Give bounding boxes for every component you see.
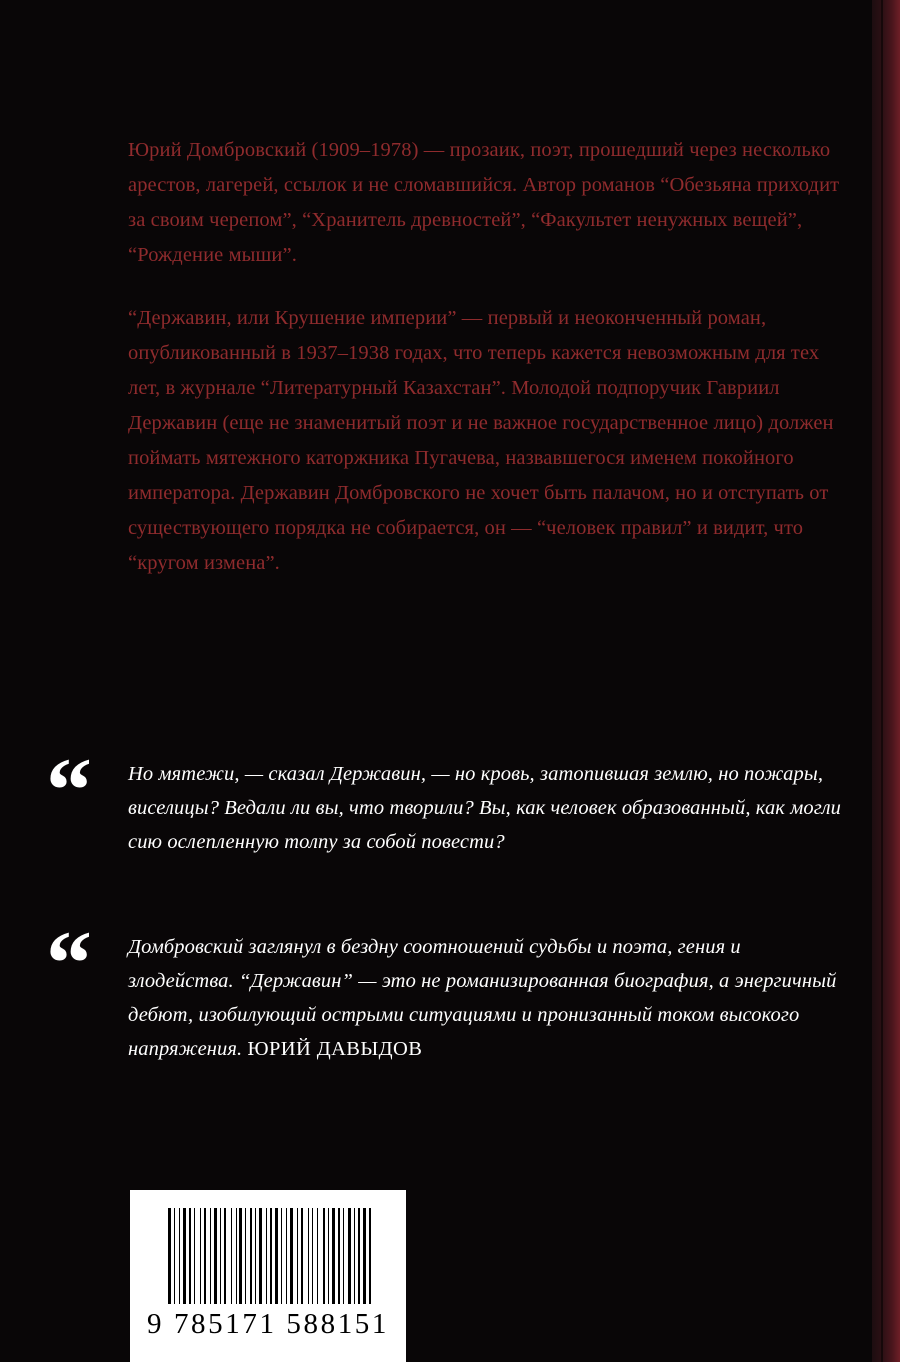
spine-fold-line [881,0,883,1362]
barcode-bar [354,1208,355,1304]
barcode-digits: 9 785171 588151 [147,1308,389,1340]
barcode-bar [212,1208,213,1304]
blurb-text [128,133,846,581]
barcode-bar [297,1208,298,1304]
barcode-bar [328,1208,329,1304]
barcode-bar [210,1208,211,1304]
barcode-bar [245,1208,246,1304]
barcode-bar [259,1208,262,1304]
barcode-bar [273,1208,274,1304]
barcode-bar [218,1208,219,1304]
barcode-bar [255,1208,256,1304]
pull-quote-1-body: Но мятежи, — сказал Державин, — но кровь, затопившая землю, но пожары, виселицы? Ведали ли вы, что творили? Вы, как человек образованный, как могли сию ослепленную толпу за собой повести? [128,763,841,853]
barcode-bar [363,1208,366,1304]
barcode-bar [270,1208,272,1304]
quote-mark-icon: “ [46,739,89,841]
barcode-bar [253,1208,254,1304]
barcode-bar [330,1208,331,1304]
barcode-bar [172,1208,173,1304]
barcode-bar [294,1208,296,1304]
barcode-bar [174,1208,175,1304]
barcode-bar [231,1208,232,1304]
pull-quote-2 [44,912,844,1066]
quote-mark-icon: “ [46,912,89,1014]
pull-quote-2-text [128,930,844,1066]
pull-quote-2-attribution: ЮРИЙ ДАВЫДОВ [247,1038,423,1060]
barcode-bar [343,1208,344,1304]
barcode-bar [189,1208,191,1304]
barcode-bar [341,1208,342,1304]
pull-quote-2-body: Домбровский заглянул в бездну соотношений судьбы и поэта, гения и злодейства. “Державин” — это не романизированная биография, а энергичный дебют, изобилующий острыми ситуациями и пронизанный током высокого напряжения. [128,936,837,1060]
barcode-bar [367,1208,368,1304]
barcode-bar [372,1208,373,1304]
barcode-bar [192,1208,193,1304]
barcode-bar [250,1208,252,1304]
barcode-bar [281,1208,282,1304]
barcode-bar [266,1208,267,1304]
barcode-bar [179,1208,180,1304]
barcode-bar [314,1208,316,1304]
barcode-bar [176,1208,178,1304]
barcode-bar [317,1208,318,1304]
pull-quote-1-text [128,757,844,859]
barcode-bar [196,1208,199,1304]
barcode-bar [308,1208,309,1304]
barcode-bar [356,1208,357,1304]
barcode-bar [348,1208,351,1304]
barcode-bar [338,1208,340,1304]
barcode-bar [352,1208,353,1304]
barcode-bar [323,1208,325,1304]
barcode-bar [202,1208,203,1304]
barcode-bar [204,1208,206,1304]
barcode-bar [332,1208,335,1304]
pull-quote-1 [44,739,844,859]
barcode-bar [279,1208,280,1304]
barcode-bar [268,1208,269,1304]
barcode-bar [358,1208,360,1304]
barcode-bar [200,1208,201,1304]
barcode-bar [207,1208,209,1304]
barcode-bar [301,1208,303,1304]
barcode-bar [233,1208,235,1304]
barcode-bar [275,1208,278,1304]
barcode-bar [187,1208,188,1304]
barcode-bars [168,1208,374,1304]
barcode-bar [310,1208,311,1304]
barcode [130,1190,406,1362]
barcode-bar [283,1208,285,1304]
barcode-bar [227,1208,230,1304]
barcode-bar [326,1208,327,1304]
barcode-bar [286,1208,287,1304]
blurb-paragraph-1: Юрий Домбровский (1909–1978) — прозаик, поэт, прошедший через несколько арестов, лагерей, ссылок и не сломавшийся. Автор романов “Обезьяна приходит за своим черепом”, “Хранитель древностей”, “Факультет ненужных вещей”, “Рождение мыши”. [128,139,840,266]
barcode-bar [369,1208,371,1304]
barcode-bar [224,1208,226,1304]
barcode-bar [168,1208,171,1304]
barcode-bar [257,1208,258,1304]
barcode-bar [288,1208,289,1304]
barcode-bar [319,1208,322,1304]
spine-edge [872,0,900,1362]
barcode-bar [336,1208,337,1304]
barcode-bar [222,1208,223,1304]
barcode-bar [290,1208,293,1304]
barcode-bar [312,1208,313,1304]
barcode-bar [220,1208,221,1304]
barcode-bar [194,1208,195,1304]
blurb-paragraph-2: “Державин, или Крушение империи” — первый и неоконченный роман, опубликованный в 1937–1938 годах, что теперь кажется невозможным для тех лет, в журнале “Литературный Казахстан”. Молодой подпоручик Гавриил Державин (еще не знаменитый поэт и не важное государственное лицо) должен поймать мятежного каторжника Пугачева, назвавшегося именем покойного императора. Державин Домбровского не хочет быть палачом, но и отступать от существующего порядка не собирается, он — “человек правил” и видит, что “кругом измена”. [128,307,834,574]
barcode-bar [345,1208,347,1304]
barcode-bar [238,1208,239,1304]
barcode-bar [183,1208,186,1304]
barcode-bar [247,1208,249,1304]
barcode-bar [304,1208,307,1304]
barcode-bar [214,1208,217,1304]
barcode-bar [361,1208,362,1304]
barcode-bar [236,1208,237,1304]
barcode-bar [243,1208,244,1304]
barcode-bar [181,1208,182,1304]
barcode-bar [239,1208,242,1304]
barcode-bar [263,1208,265,1304]
barcode-bar [299,1208,300,1304]
